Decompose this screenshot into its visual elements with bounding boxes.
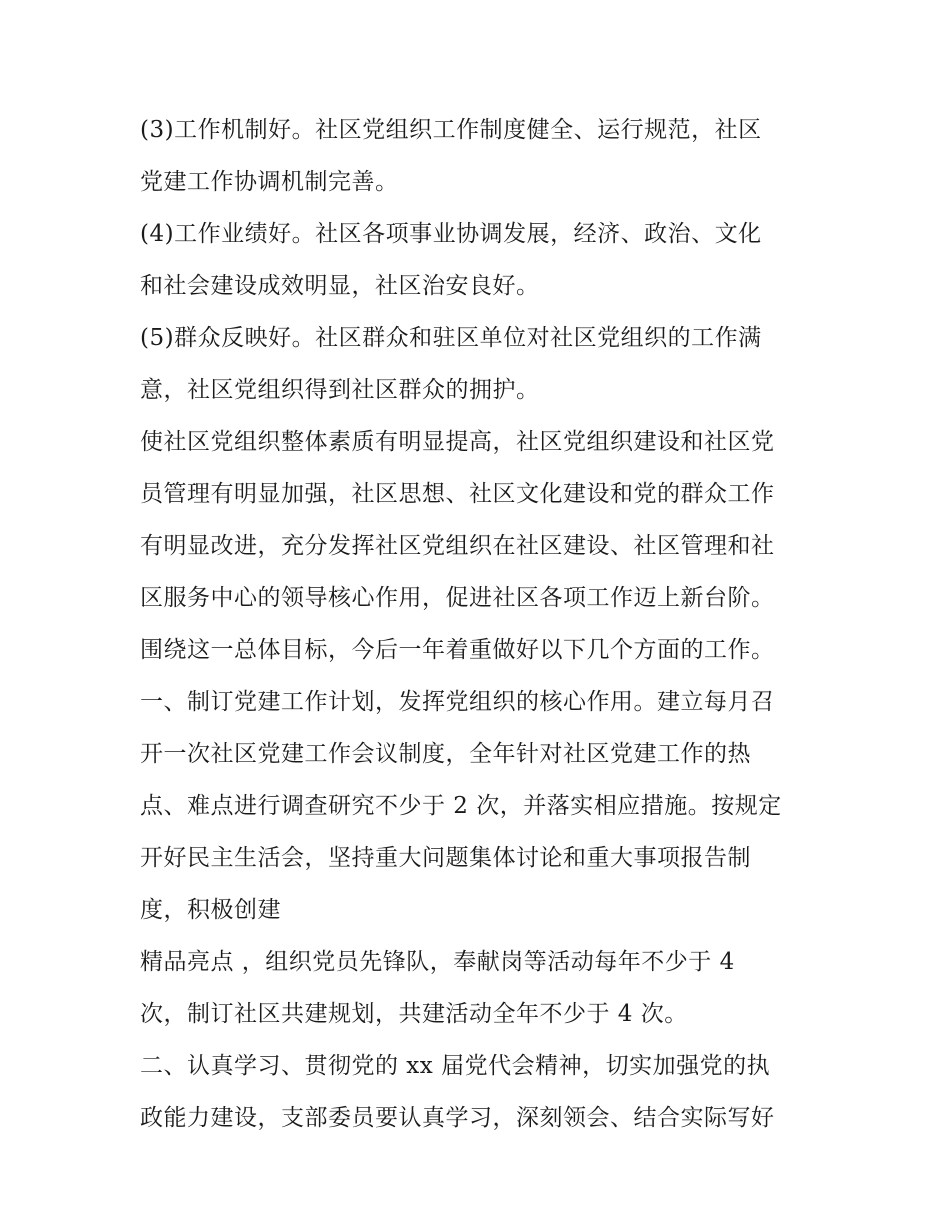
- text-line: 度，积极创建: [140, 897, 281, 923]
- text-line: (3)工作机制好。社区党组织工作制度健全、运行规范，社区: [140, 117, 762, 143]
- text-line: 有明显改进，充分发挥社区党组织在社区建设、社区管理和社: [140, 533, 775, 559]
- text-line: 开一次社区党建工作会议制度，全年针对社区党建工作的热: [140, 741, 751, 767]
- text-line: 开好民主生活会，坚持重大问题集体讨论和重大事项报告制: [140, 845, 751, 871]
- text-line: 围绕这一总体目标，今后一年着重做好以下几个方面的工作。: [140, 637, 775, 663]
- text-line: 二、认真学习、贯彻党的 xx 届党代会精神，切实加强党的执: [140, 1053, 771, 1079]
- text-line: 次，制订社区共建规划，共建活动全年不少于 4 次。: [140, 1001, 688, 1027]
- text-line: 一、制订党建工作计划，发挥党组织的核心作用。建立每月召: [140, 689, 775, 715]
- text-line: 精品亮点 ，组织党员先锋队，奉献岗等活动每年不少于 4: [140, 949, 735, 975]
- text-line: 区服务中心的领导核心作用，促进社区各项工作迈上新台阶。: [140, 585, 775, 611]
- text-line: 党建工作协调机制完善。: [140, 169, 399, 195]
- text-line: 意，社区党组织得到社区群众的拥护。: [140, 377, 540, 403]
- text-line: (5)群众反映好。社区群众和驻区单位对社区党组织的工作满: [140, 325, 762, 351]
- text-line: 员管理有明显加强，社区思想、社区文化建设和党的群众工作: [140, 481, 775, 507]
- document-body: [140, 104, 840, 1144]
- text-line: 和社会建设成效明显，社区治安良好。: [140, 273, 540, 299]
- text-line: 使社区党组织整体素质有明显提高，社区党组织建设和社区党: [140, 429, 775, 455]
- text-line: (4)工作业绩好。社区各项事业协调发展，经济、政治、文化: [140, 221, 762, 247]
- text-line: 政能力建设，支部委员要认真学习，深刻领会、结合实际写好: [140, 1105, 775, 1131]
- text-line: 点、难点进行调查研究不少于 2 次，并落实相应措施。按规定: [140, 793, 782, 819]
